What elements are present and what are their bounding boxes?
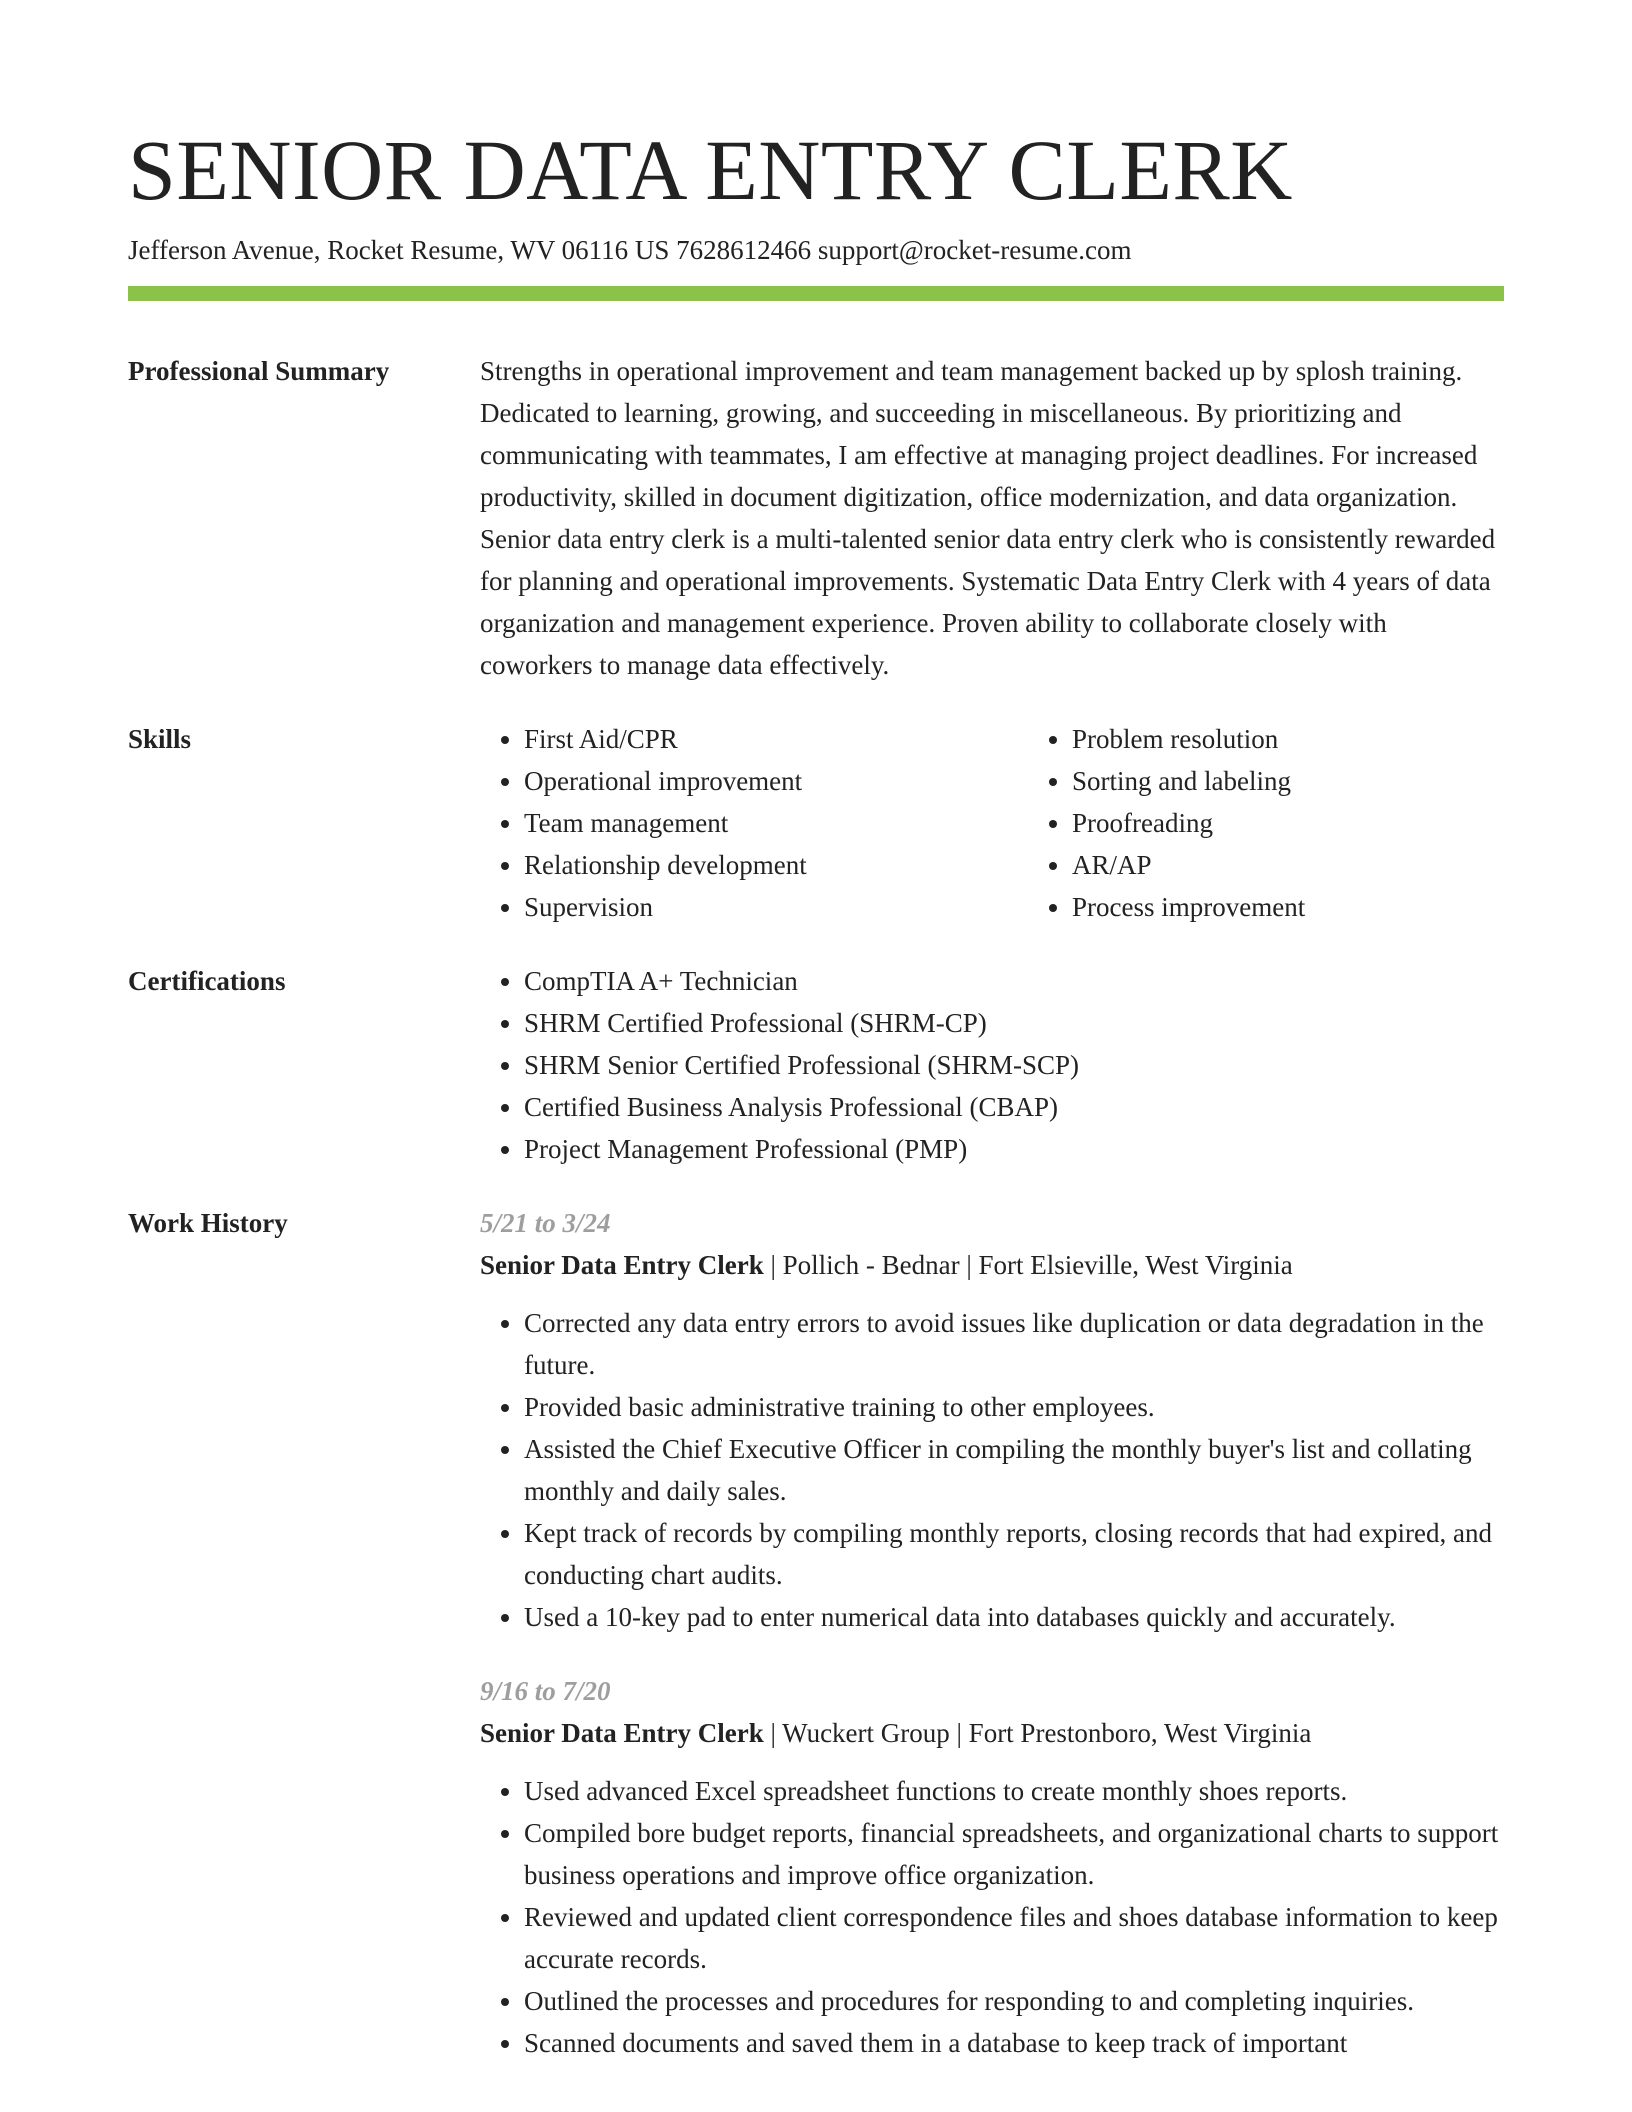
job-bullet: • Scanned documents and saved them in a database to keep track of important	[524, 2022, 1504, 2064]
certifications-list	[480, 960, 1504, 1170]
skills-body	[480, 718, 1504, 928]
certification-item: • SHRM Certified Professional (SHRM-CP)	[524, 1002, 1504, 1044]
job-bullet: • Kept track of records by compiling monthly reports, closing records that had expired, and conducting chart audits.	[524, 1512, 1504, 1596]
skill-item: • Relationship development	[524, 844, 1028, 886]
skill-item: • Operational improvement	[524, 760, 1028, 802]
work-history-body	[480, 1202, 1504, 2096]
certification-item: • CompTIA A+ Technician	[524, 960, 1504, 1002]
skills-list-right	[1028, 718, 1576, 928]
header-divider	[128, 286, 1504, 301]
certification-item: • Project Management Professional (PMP)	[524, 1128, 1504, 1170]
section-skills	[128, 718, 1504, 928]
certification-item: • SHRM Senior Certified Professional (SHRM-SCP)	[524, 1044, 1504, 1086]
certifications-body	[480, 960, 1504, 1170]
skill-item: • Sorting and labeling	[1072, 760, 1576, 802]
job-details: | Wuckert Group | Fort Prestonboro, West Virginia	[763, 1718, 1312, 1748]
skill-item: • First Aid/CPR	[524, 718, 1028, 760]
job-bullet: • Used advanced Excel spreadsheet functions to create monthly shoes reports.	[524, 1770, 1504, 1812]
section-label-skills: Skills	[128, 724, 192, 754]
summary-text: Strengths in operational improvement and team management backed up by splosh training. Dedicated to learning, growing, and succeeding in miscellaneous. By prioritizing and communicating with teammates, I am effective at managing project deadlines. For increased productivity, skilled in document digitization, office modernization, and data organization. Senior data entry clerk is a multi-talented senior data entry clerk who is consistently rewarded for planning and operational improvements. Systematic Data Entry Clerk with 4 years of data organization and management experience. Proven ability to collaborate closely with coworkers to manage data effectively.	[480, 356, 1496, 680]
skill-item: • Proofreading	[1072, 802, 1576, 844]
contact-info: Jefferson Avenue, Rocket Resume, WV 06116 US 7628612466 support@rocket-resume.com	[128, 235, 1132, 265]
skill-item: • Process improvement	[1072, 886, 1576, 928]
section-work-history	[128, 1202, 1504, 2096]
section-label-certifications: Certifications	[128, 966, 286, 996]
job-entry	[480, 1670, 1504, 2064]
job-bullet: • Corrected any data entry errors to avoid issues like duplication or data degradation in the future.	[524, 1302, 1504, 1386]
skills-list-left	[480, 718, 1028, 928]
summary-body	[480, 350, 1504, 686]
skill-item: • Problem resolution	[1072, 718, 1576, 760]
job-title: Senior Data Entry Clerk	[480, 1250, 764, 1280]
section-professional-summary	[128, 350, 1504, 686]
resume-content	[128, 350, 1504, 2096]
job-dates: 5/21 to 3/24	[480, 1208, 611, 1238]
section-label-summary: Professional Summary	[128, 356, 390, 386]
job-dates: 9/16 to 7/20	[480, 1676, 611, 1706]
job-entry	[480, 1202, 1504, 1638]
job-title: Senior Data Entry Clerk	[480, 1718, 764, 1748]
job-bullet: • Outlined the processes and procedures for responding to and completing inquiries.	[524, 1980, 1504, 2022]
skill-item: • Supervision	[524, 886, 1028, 928]
job-bullets	[480, 1770, 1504, 2064]
job-header	[480, 1244, 1504, 1286]
job-bullet: • Used a 10-key pad to enter numerical data into databases quickly and accurately.	[524, 1596, 1504, 1638]
section-label-work-history: Work History	[128, 1208, 288, 1238]
job-details: | Pollich - Bednar | Fort Elsieville, West Virginia	[763, 1250, 1293, 1280]
job-bullet: • Assisted the Chief Executive Officer in compiling the monthly buyer's list and collating monthly and daily sales.	[524, 1428, 1504, 1512]
skill-item: • Team management	[524, 802, 1028, 844]
skill-item: • AR/AP	[1072, 844, 1576, 886]
job-header	[480, 1712, 1504, 1754]
certification-item: • Certified Business Analysis Professional (CBAP)	[524, 1086, 1504, 1128]
job-bullet: • Provided basic administrative training to other employees.	[524, 1386, 1504, 1428]
job-bullets	[480, 1302, 1504, 1638]
section-certifications	[128, 960, 1504, 1170]
job-bullet: • Reviewed and updated client correspondence files and shoes database information to keep accurate records.	[524, 1896, 1504, 1980]
job-bullet: • Compiled bore budget reports, financial spreadsheets, and organizational charts to support business operations and improve office organization.	[524, 1812, 1504, 1896]
resume-name: SENIOR DATA ENTRY CLERK	[128, 122, 1293, 218]
